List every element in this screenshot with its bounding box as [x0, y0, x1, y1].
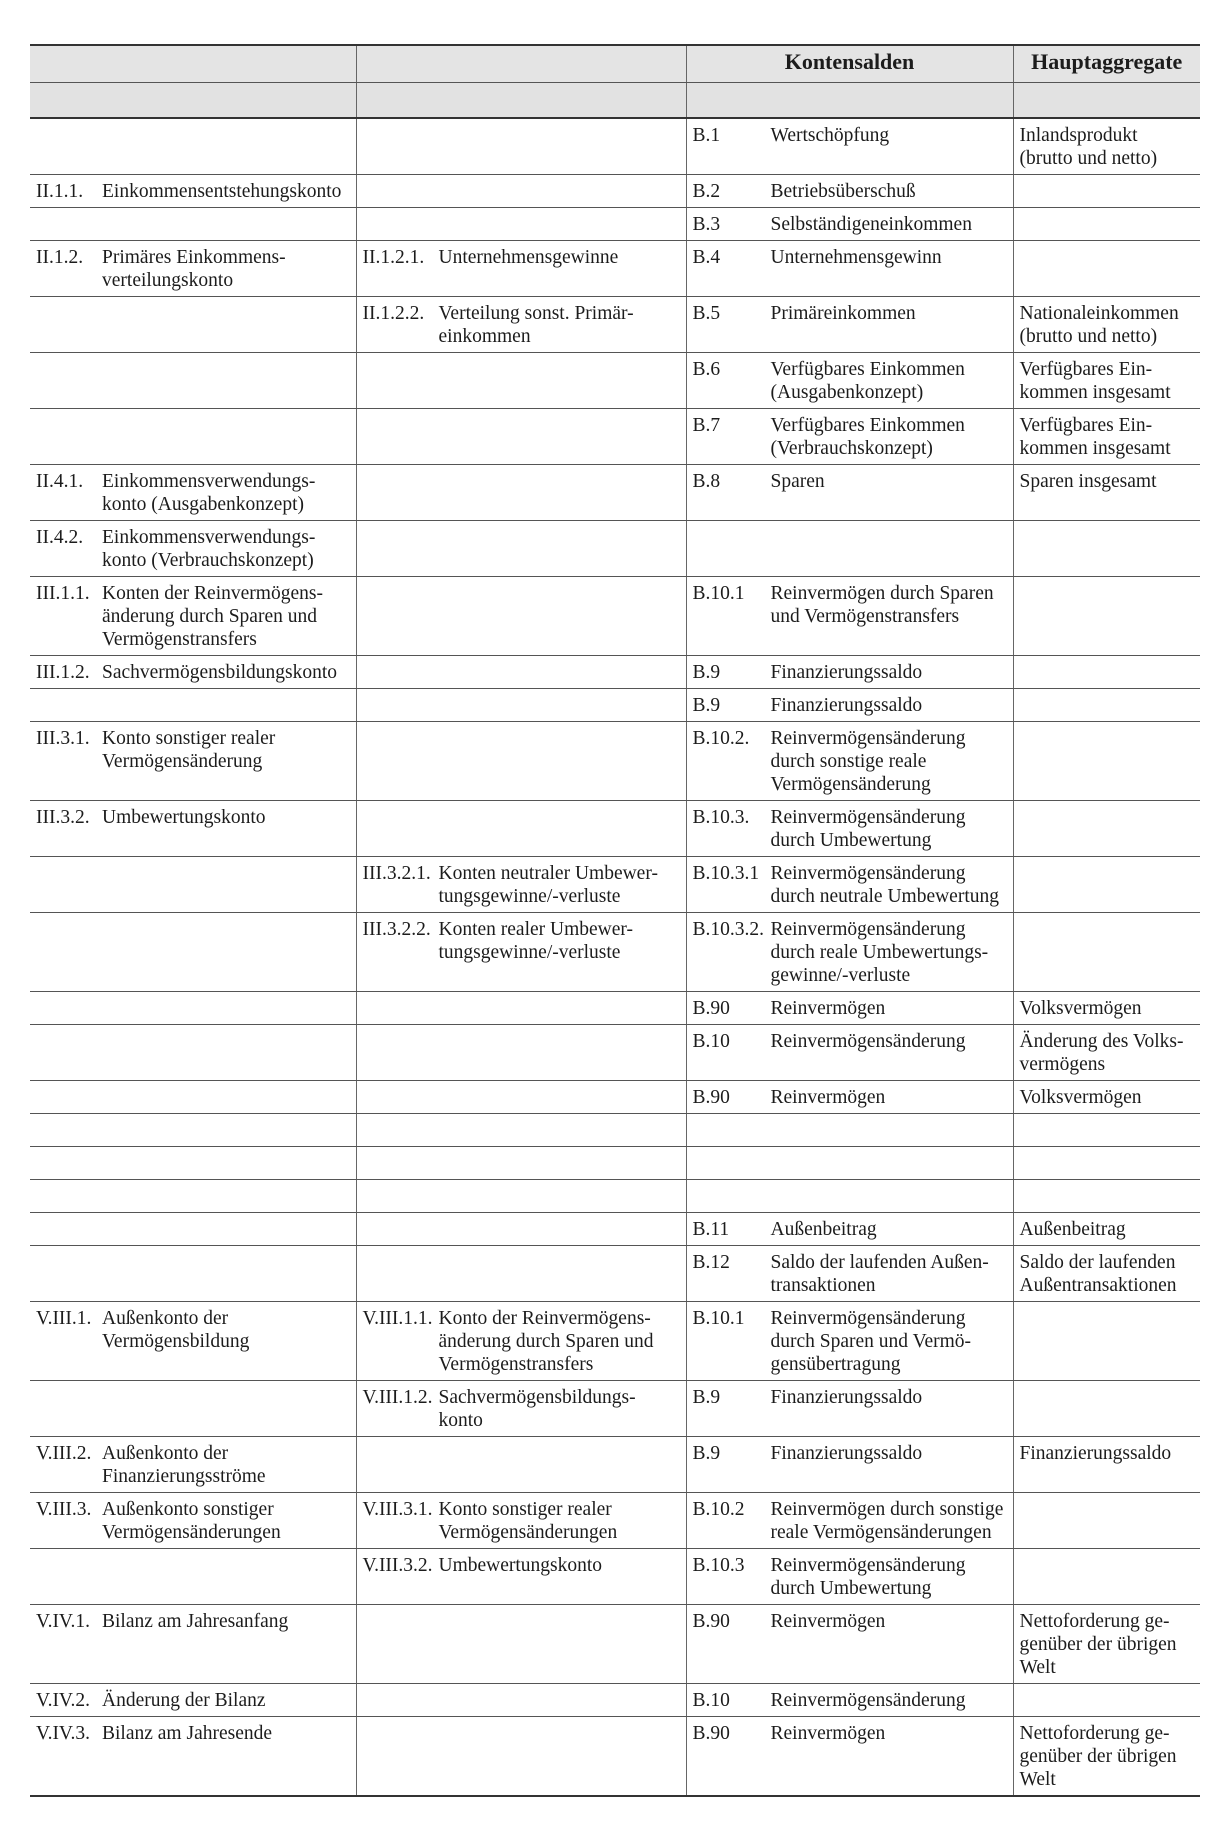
- subaccount-label: Unternehmensgewinne: [438, 247, 619, 268]
- kontensaldo-cell: [686, 1717, 1013, 1797]
- hauptaggregat-label: Verfügbares Ein-kommen insgesamt: [1019, 415, 1171, 459]
- account-code: II.4.1.: [36, 471, 84, 492]
- subaccount-cell: [356, 1180, 686, 1213]
- hauptaggregat-cell: [1013, 857, 1200, 913]
- hauptaggregat-cell: [1013, 465, 1200, 521]
- account-code: III.3.2.: [36, 807, 90, 828]
- account-label: Einkommensverwendungs-konto (Ausgabenkonzept): [102, 471, 316, 515]
- kontensaldo-cell: [686, 175, 1013, 208]
- table-row: [30, 1081, 1200, 1114]
- saldo-label: Verfügbares Einkommen (Verbrauchskonzept): [770, 415, 965, 459]
- subaccount-cell: [356, 913, 686, 992]
- account-label: Außenkonto der Finanzierungsströme: [102, 1443, 266, 1487]
- subaccount-cell: [356, 175, 686, 208]
- saldo-code: B.90: [692, 998, 730, 1019]
- account-cell: [30, 1081, 356, 1114]
- saldo-label: Reinvermögen: [770, 998, 886, 1019]
- account-label: Sachvermögensbildungskonto: [102, 662, 338, 683]
- saldo-code: B.3: [692, 214, 721, 235]
- hauptaggregat-cell: [1013, 1605, 1200, 1684]
- account-label: Außenkonto der Vermögensbildung: [102, 1308, 250, 1352]
- subaccount-cell: [356, 1114, 686, 1147]
- account-cell: [30, 353, 356, 409]
- kontensaldo-cell: [686, 1605, 1013, 1684]
- saldo-label: Reinvermögen: [770, 1611, 886, 1632]
- subaccount-cell: [356, 409, 686, 465]
- hauptaggregat-label: Außenbeitrag: [1019, 1219, 1126, 1240]
- hauptaggregat-cell: [1013, 1437, 1200, 1493]
- subaccount-cell: [356, 689, 686, 722]
- account-label: Konten der Reinvermögens-änderung durch Sparen und Vermögenstransfers: [102, 583, 323, 650]
- account-code: III.1.2.: [36, 662, 90, 683]
- hauptaggregat-cell: [1013, 1493, 1200, 1549]
- account-cell: [30, 1493, 356, 1549]
- accounts-table: [30, 44, 1200, 1797]
- subaccount-cell: [356, 118, 686, 175]
- account-cell: [30, 689, 356, 722]
- saldo-label: Reinvermögensänderung durch neutrale Umbewertung: [770, 863, 999, 907]
- kontensaldo-cell: [686, 801, 1013, 857]
- subaccount-cell: [356, 577, 686, 656]
- kontensaldo-cell: [686, 722, 1013, 801]
- kontensaldo-cell: [686, 1684, 1013, 1717]
- hauptaggregat-cell: [1013, 913, 1200, 992]
- hauptaggregat-cell: [1013, 1302, 1200, 1381]
- saldo-label: Finanzierungssaldo: [770, 1443, 923, 1464]
- account-cell: [30, 913, 356, 992]
- table-row: [30, 297, 1200, 353]
- kontensaldo-cell: [686, 409, 1013, 465]
- account-label: Bilanz am Jahresanfang: [102, 1611, 289, 1632]
- account-code: V.IV.2.: [36, 1690, 91, 1711]
- table-row: [30, 409, 1200, 465]
- saldo-label: Außenbeitrag: [770, 1219, 877, 1240]
- kontensaldo-cell: [686, 118, 1013, 175]
- account-code: V.IV.1.: [36, 1611, 91, 1632]
- table-row: [30, 1302, 1200, 1381]
- hauptaggregat-cell: [1013, 1684, 1200, 1717]
- subaccount-cell: [356, 1381, 686, 1437]
- saldo-code: B.12: [692, 1252, 730, 1273]
- account-cell: [30, 1114, 356, 1147]
- subaccount-cell: [356, 1246, 686, 1302]
- hauptaggregat-label: Änderung des Volks-vermögens: [1019, 1031, 1184, 1075]
- kontensaldo-cell: [686, 1147, 1013, 1180]
- hauptaggregat-cell: [1013, 1213, 1200, 1246]
- account-label: Änderung der Bilanz: [102, 1690, 266, 1711]
- hauptaggregat-label: Finanzierungssaldo: [1019, 1443, 1172, 1464]
- account-cell: [30, 722, 356, 801]
- table-row: [30, 1246, 1200, 1302]
- table-row: [30, 241, 1200, 297]
- saldo-code: B.5: [692, 303, 721, 324]
- hauptaggregat-label: Inlandsprodukt (brutto und netto): [1019, 125, 1158, 169]
- saldo-label: Betriebsüberschuß: [770, 181, 916, 202]
- hauptaggregat-cell: [1013, 656, 1200, 689]
- account-cell: [30, 409, 356, 465]
- kontensaldo-cell: [686, 992, 1013, 1025]
- account-label: Bilanz am Jahresende: [102, 1723, 273, 1744]
- account-cell: [30, 297, 356, 353]
- hauptaggregat-label: Volksvermögen: [1019, 998, 1142, 1019]
- table-row: [30, 1605, 1200, 1684]
- hauptaggregat-cell: [1013, 353, 1200, 409]
- kontensaldo-cell: [686, 1246, 1013, 1302]
- kontensaldo-cell: [686, 689, 1013, 722]
- account-cell: [30, 208, 356, 241]
- account-cell: [30, 857, 356, 913]
- table-row: [30, 913, 1200, 992]
- hauptaggregat-cell: [1013, 118, 1200, 175]
- account-code: V.III.2.: [36, 1443, 92, 1464]
- saldo-label: Verfügbares Einkommen (Ausgabenkonzept): [770, 359, 965, 403]
- account-label: Außenkonto sonstiger Vermögensänderungen: [102, 1499, 281, 1543]
- saldo-code: B.10.3: [692, 1555, 745, 1576]
- kontensaldo-cell: [686, 577, 1013, 656]
- subaccount-code: V.III.3.2.: [362, 1555, 433, 1576]
- table-row: [30, 1437, 1200, 1493]
- account-code: II.4.2.: [36, 527, 84, 548]
- table-row: [30, 1549, 1200, 1605]
- table-row: [30, 857, 1200, 913]
- hauptaggregat-cell: [1013, 1381, 1200, 1437]
- subaccount-cell: [356, 521, 686, 577]
- hauptaggregat-cell: [1013, 1147, 1200, 1180]
- subaccount-code: II.1.2.1.: [362, 247, 425, 268]
- account-code: III.1.1.: [36, 583, 90, 604]
- hauptaggregat-cell: [1013, 241, 1200, 297]
- subaccount-cell: [356, 992, 686, 1025]
- saldo-label: Reinvermögen: [770, 1087, 886, 1108]
- account-cell: [30, 1147, 356, 1180]
- saldo-code: B.9: [692, 1387, 721, 1408]
- account-cell: [30, 656, 356, 689]
- subaccount-cell: [356, 353, 686, 409]
- account-cell: [30, 465, 356, 521]
- hauptaggregat-cell: [1013, 722, 1200, 801]
- subaccount-label: Sachvermögensbildungs-konto: [438, 1387, 636, 1431]
- account-label: Umbewertungskonto: [102, 807, 266, 828]
- hauptaggregat-cell: [1013, 1246, 1200, 1302]
- table-row: [30, 1493, 1200, 1549]
- kontensaldo-cell: [686, 521, 1013, 577]
- subaccount-code: V.III.1.1.: [362, 1308, 433, 1329]
- kontensaldo-cell: [686, 1180, 1013, 1213]
- saldo-code: B.4: [692, 247, 721, 268]
- account-cell: [30, 577, 356, 656]
- subaccount-cell: [356, 241, 686, 297]
- hauptaggregat-cell: [1013, 1025, 1200, 1081]
- table-row: [30, 465, 1200, 521]
- hauptaggregat-cell: [1013, 577, 1200, 656]
- saldo-code: B.1: [692, 125, 721, 146]
- account-cell: [30, 521, 356, 577]
- account-label: Einkommensentstehungskonto: [102, 181, 342, 202]
- subaccount-cell: [356, 1081, 686, 1114]
- kontensaldo-cell: [686, 1114, 1013, 1147]
- subaccount-cell: [356, 1147, 686, 1180]
- subaccount-cell: [356, 297, 686, 353]
- subaccount-label: Konten realer Umbewer-tungsgewinne/-verluste: [438, 919, 634, 963]
- table-row: [30, 1717, 1200, 1797]
- kontensaldo-cell: [686, 208, 1013, 241]
- saldo-label: Finanzierungssaldo: [770, 1387, 923, 1408]
- subaccount-label: Konto sonstiger realer Vermögensänderungen: [438, 1499, 618, 1543]
- saldo-label: Sparen: [770, 471, 825, 492]
- account-cell: [30, 1684, 356, 1717]
- kontensaldo-cell: [686, 1381, 1013, 1437]
- subaccount-cell: [356, 722, 686, 801]
- hauptaggregat-label: Sparen insgesamt: [1019, 471, 1157, 492]
- account-cell: [30, 175, 356, 208]
- account-code: V.IV.3.: [36, 1723, 91, 1744]
- hauptaggregat-label: Volksvermögen: [1019, 1087, 1142, 1108]
- subaccount-label: Umbewertungskonto: [438, 1555, 603, 1576]
- table-row: [30, 689, 1200, 722]
- saldo-code: B.10.3.1: [692, 863, 760, 884]
- account-cell: [30, 992, 356, 1025]
- hauptaggregat-label: Nettoforderung ge-genüber der übrigen Welt: [1019, 1723, 1177, 1790]
- kontensaldo-cell: [686, 1493, 1013, 1549]
- kontensaldo-cell: [686, 1302, 1013, 1381]
- header-blank-accounts: [30, 45, 356, 83]
- subaccount-code: III.3.2.1.: [362, 863, 431, 884]
- saldo-code: B.10.1: [692, 1308, 745, 1329]
- hauptaggregat-cell: [1013, 1717, 1200, 1797]
- hauptaggregat-cell: [1013, 409, 1200, 465]
- saldo-code: B.90: [692, 1723, 730, 1744]
- saldo-label: Reinvermögensänderung durch reale Umbewertungs-gewinne/-verluste: [770, 919, 989, 986]
- kontensaldo-cell: [686, 913, 1013, 992]
- subaccount-cell: [356, 1549, 686, 1605]
- saldo-label: Reinvermögensänderung durch Umbewertung: [770, 1555, 966, 1599]
- table-row: [30, 992, 1200, 1025]
- subaccount-code: V.III.1.2.: [362, 1387, 433, 1408]
- table-row: [30, 577, 1200, 656]
- saldo-label: Finanzierungssaldo: [770, 695, 923, 716]
- saldo-label: Wertschöpfung: [770, 125, 890, 146]
- account-cell: [30, 1180, 356, 1213]
- saldo-code: B.9: [692, 662, 721, 683]
- account-code: III.3.1.: [36, 728, 90, 749]
- subaccount-code: V.III.3.1.: [362, 1499, 433, 1520]
- table-row: [30, 722, 1200, 801]
- kontensaldo-cell: [686, 1213, 1013, 1246]
- kontensaldo-cell: [686, 857, 1013, 913]
- subaccount-cell: [356, 1437, 686, 1493]
- account-cell: [30, 1381, 356, 1437]
- hauptaggregat-cell: [1013, 208, 1200, 241]
- saldo-label: Reinvermögensänderung durch sonstige reale Vermögensänderung: [770, 728, 966, 795]
- subaccount-label: Konto der Reinvermögens-änderung durch Sparen und Vermögenstransfers: [438, 1308, 654, 1375]
- saldo-code: B.9: [692, 1443, 721, 1464]
- kontensaldo-cell: [686, 241, 1013, 297]
- subaccount-cell: [356, 801, 686, 857]
- saldo-label: Reinvermögensänderung durch Sparen und Vermö-gensübertragung: [770, 1308, 972, 1375]
- saldo-label: Saldo der laufenden Außen-transaktionen: [770, 1252, 989, 1296]
- kontensaldo-cell: [686, 1081, 1013, 1114]
- saldo-label: Finanzierungssaldo: [770, 662, 923, 683]
- kontensaldo-cell: [686, 353, 1013, 409]
- hauptaggregat-cell: [1013, 1081, 1200, 1114]
- account-cell: [30, 118, 356, 175]
- document-page: [30, 44, 1200, 1797]
- table-row: [30, 175, 1200, 208]
- hauptaggregat-cell: [1013, 1549, 1200, 1605]
- hauptaggregat-label: Nettoforderung ge-genüber der übrigen Welt: [1019, 1611, 1177, 1678]
- table-row: [30, 1025, 1200, 1081]
- kontensaldo-cell: [686, 1025, 1013, 1081]
- account-code: II.1.2.: [36, 247, 84, 268]
- table-row: [30, 1381, 1200, 1437]
- table-row: [30, 521, 1200, 577]
- saldo-code: B.9: [692, 695, 721, 716]
- header-blank-subaccounts: [356, 45, 686, 83]
- kontensaldo-cell: [686, 1549, 1013, 1605]
- hauptaggregat-cell: [1013, 1114, 1200, 1147]
- hauptaggregat-cell: [1013, 801, 1200, 857]
- subaccount-cell: [356, 1213, 686, 1246]
- saldo-label: Reinvermögensänderung durch Umbewertung: [770, 807, 966, 851]
- header-band-row: [30, 83, 1200, 119]
- account-cell: [30, 1025, 356, 1081]
- saldo-code: B.8: [692, 471, 721, 492]
- hauptaggregat-cell: [1013, 689, 1200, 722]
- subaccount-cell: [356, 656, 686, 689]
- saldo-code: B.10.3.2.: [692, 919, 765, 940]
- account-cell: [30, 1213, 356, 1246]
- table-row: [30, 208, 1200, 241]
- account-cell: [30, 1302, 356, 1381]
- table-row: [30, 353, 1200, 409]
- subaccount-cell: [356, 1605, 686, 1684]
- saldo-label: Reinvermögen: [770, 1723, 886, 1744]
- table-row: [30, 1180, 1200, 1213]
- header-kontensalden: Kontensalden: [686, 45, 1013, 83]
- hauptaggregat-label: Saldo der laufenden Außentransaktionen: [1019, 1252, 1177, 1296]
- account-cell: [30, 1549, 356, 1605]
- hauptaggregat-cell: [1013, 521, 1200, 577]
- subaccount-cell: [356, 1717, 686, 1797]
- account-cell: [30, 1605, 356, 1684]
- table-header-row: [30, 45, 1200, 83]
- saldo-code: B.10.2: [692, 1499, 745, 1520]
- saldo-code: B.10.1: [692, 583, 745, 604]
- kontensaldo-cell: [686, 656, 1013, 689]
- kontensaldo-cell: [686, 465, 1013, 521]
- table-row: [30, 656, 1200, 689]
- subaccount-label: Verteilung sonst. Primär-einkommen: [438, 303, 634, 347]
- subaccount-cell: [356, 1493, 686, 1549]
- hauptaggregat-cell: [1013, 992, 1200, 1025]
- account-cell: [30, 241, 356, 297]
- subaccount-cell: [356, 1302, 686, 1381]
- hauptaggregat-cell: [1013, 297, 1200, 353]
- kontensaldo-cell: [686, 297, 1013, 353]
- hauptaggregat-label: Nationaleinkommen (brutto und netto): [1019, 303, 1179, 347]
- subaccount-code: III.3.2.2.: [362, 919, 431, 940]
- hauptaggregat-cell: [1013, 1180, 1200, 1213]
- account-code: V.III.1.: [36, 1308, 92, 1329]
- account-label: Konto sonstiger realer Vermögensänderung: [102, 728, 276, 772]
- account-label: Primäres Einkommens-verteilungskonto: [102, 247, 286, 291]
- saldo-code: B.90: [692, 1087, 730, 1108]
- saldo-code: B.10: [692, 1031, 730, 1052]
- kontensaldo-cell: [686, 1437, 1013, 1493]
- saldo-label: Selbständigeneinkommen: [770, 214, 972, 235]
- saldo-label: Unternehmensgewinn: [770, 247, 942, 268]
- saldo-code: B.10: [692, 1690, 730, 1711]
- table-row: [30, 1147, 1200, 1180]
- subaccount-cell: [356, 208, 686, 241]
- saldo-code: B.2: [692, 181, 721, 202]
- saldo-label: Reinvermögensänderung: [770, 1690, 966, 1711]
- hauptaggregat-label: Verfügbares Ein-kommen insgesamt: [1019, 359, 1171, 403]
- subaccount-label: Konten neutraler Umbewer-tungsgewinne/-verluste: [438, 863, 658, 907]
- hauptaggregat-cell: [1013, 175, 1200, 208]
- subaccount-cell: [356, 1684, 686, 1717]
- account-cell: [30, 801, 356, 857]
- table-row: [30, 118, 1200, 175]
- table-row: [30, 801, 1200, 857]
- account-code: V.III.3.: [36, 1499, 92, 1520]
- saldo-label: Reinvermögen durch Sparen und Vermögenstransfers: [770, 583, 994, 627]
- subaccount-cell: [356, 1025, 686, 1081]
- saldo-label: Reinvermögen durch sonstige reale Vermögensänderungen: [770, 1499, 1004, 1543]
- account-cell: [30, 1717, 356, 1797]
- subaccount-cell: [356, 857, 686, 913]
- saldo-code: B.11: [692, 1219, 730, 1240]
- account-cell: [30, 1246, 356, 1302]
- table-row: [30, 1114, 1200, 1147]
- saldo-code: B.10.3.: [692, 807, 750, 828]
- table-row: [30, 1213, 1200, 1246]
- saldo-code: B.10.2.: [692, 728, 750, 749]
- saldo-code: B.7: [692, 415, 721, 436]
- table-body: [30, 118, 1200, 1796]
- saldo-label: Reinvermögensänderung: [770, 1031, 966, 1052]
- header-hauptaggregate: Hauptaggregate: [1013, 45, 1200, 83]
- subaccount-code: II.1.2.2.: [362, 303, 425, 324]
- table-row: [30, 1684, 1200, 1717]
- saldo-code: B.90: [692, 1611, 730, 1632]
- saldo-label: Primäreinkommen: [770, 303, 916, 324]
- account-label: Einkommensverwendungs-konto (Verbrauchskonzept): [102, 527, 316, 571]
- account-cell: [30, 1437, 356, 1493]
- account-code: II.1.1.: [36, 181, 84, 202]
- saldo-code: B.6: [692, 359, 721, 380]
- subaccount-cell: [356, 465, 686, 521]
